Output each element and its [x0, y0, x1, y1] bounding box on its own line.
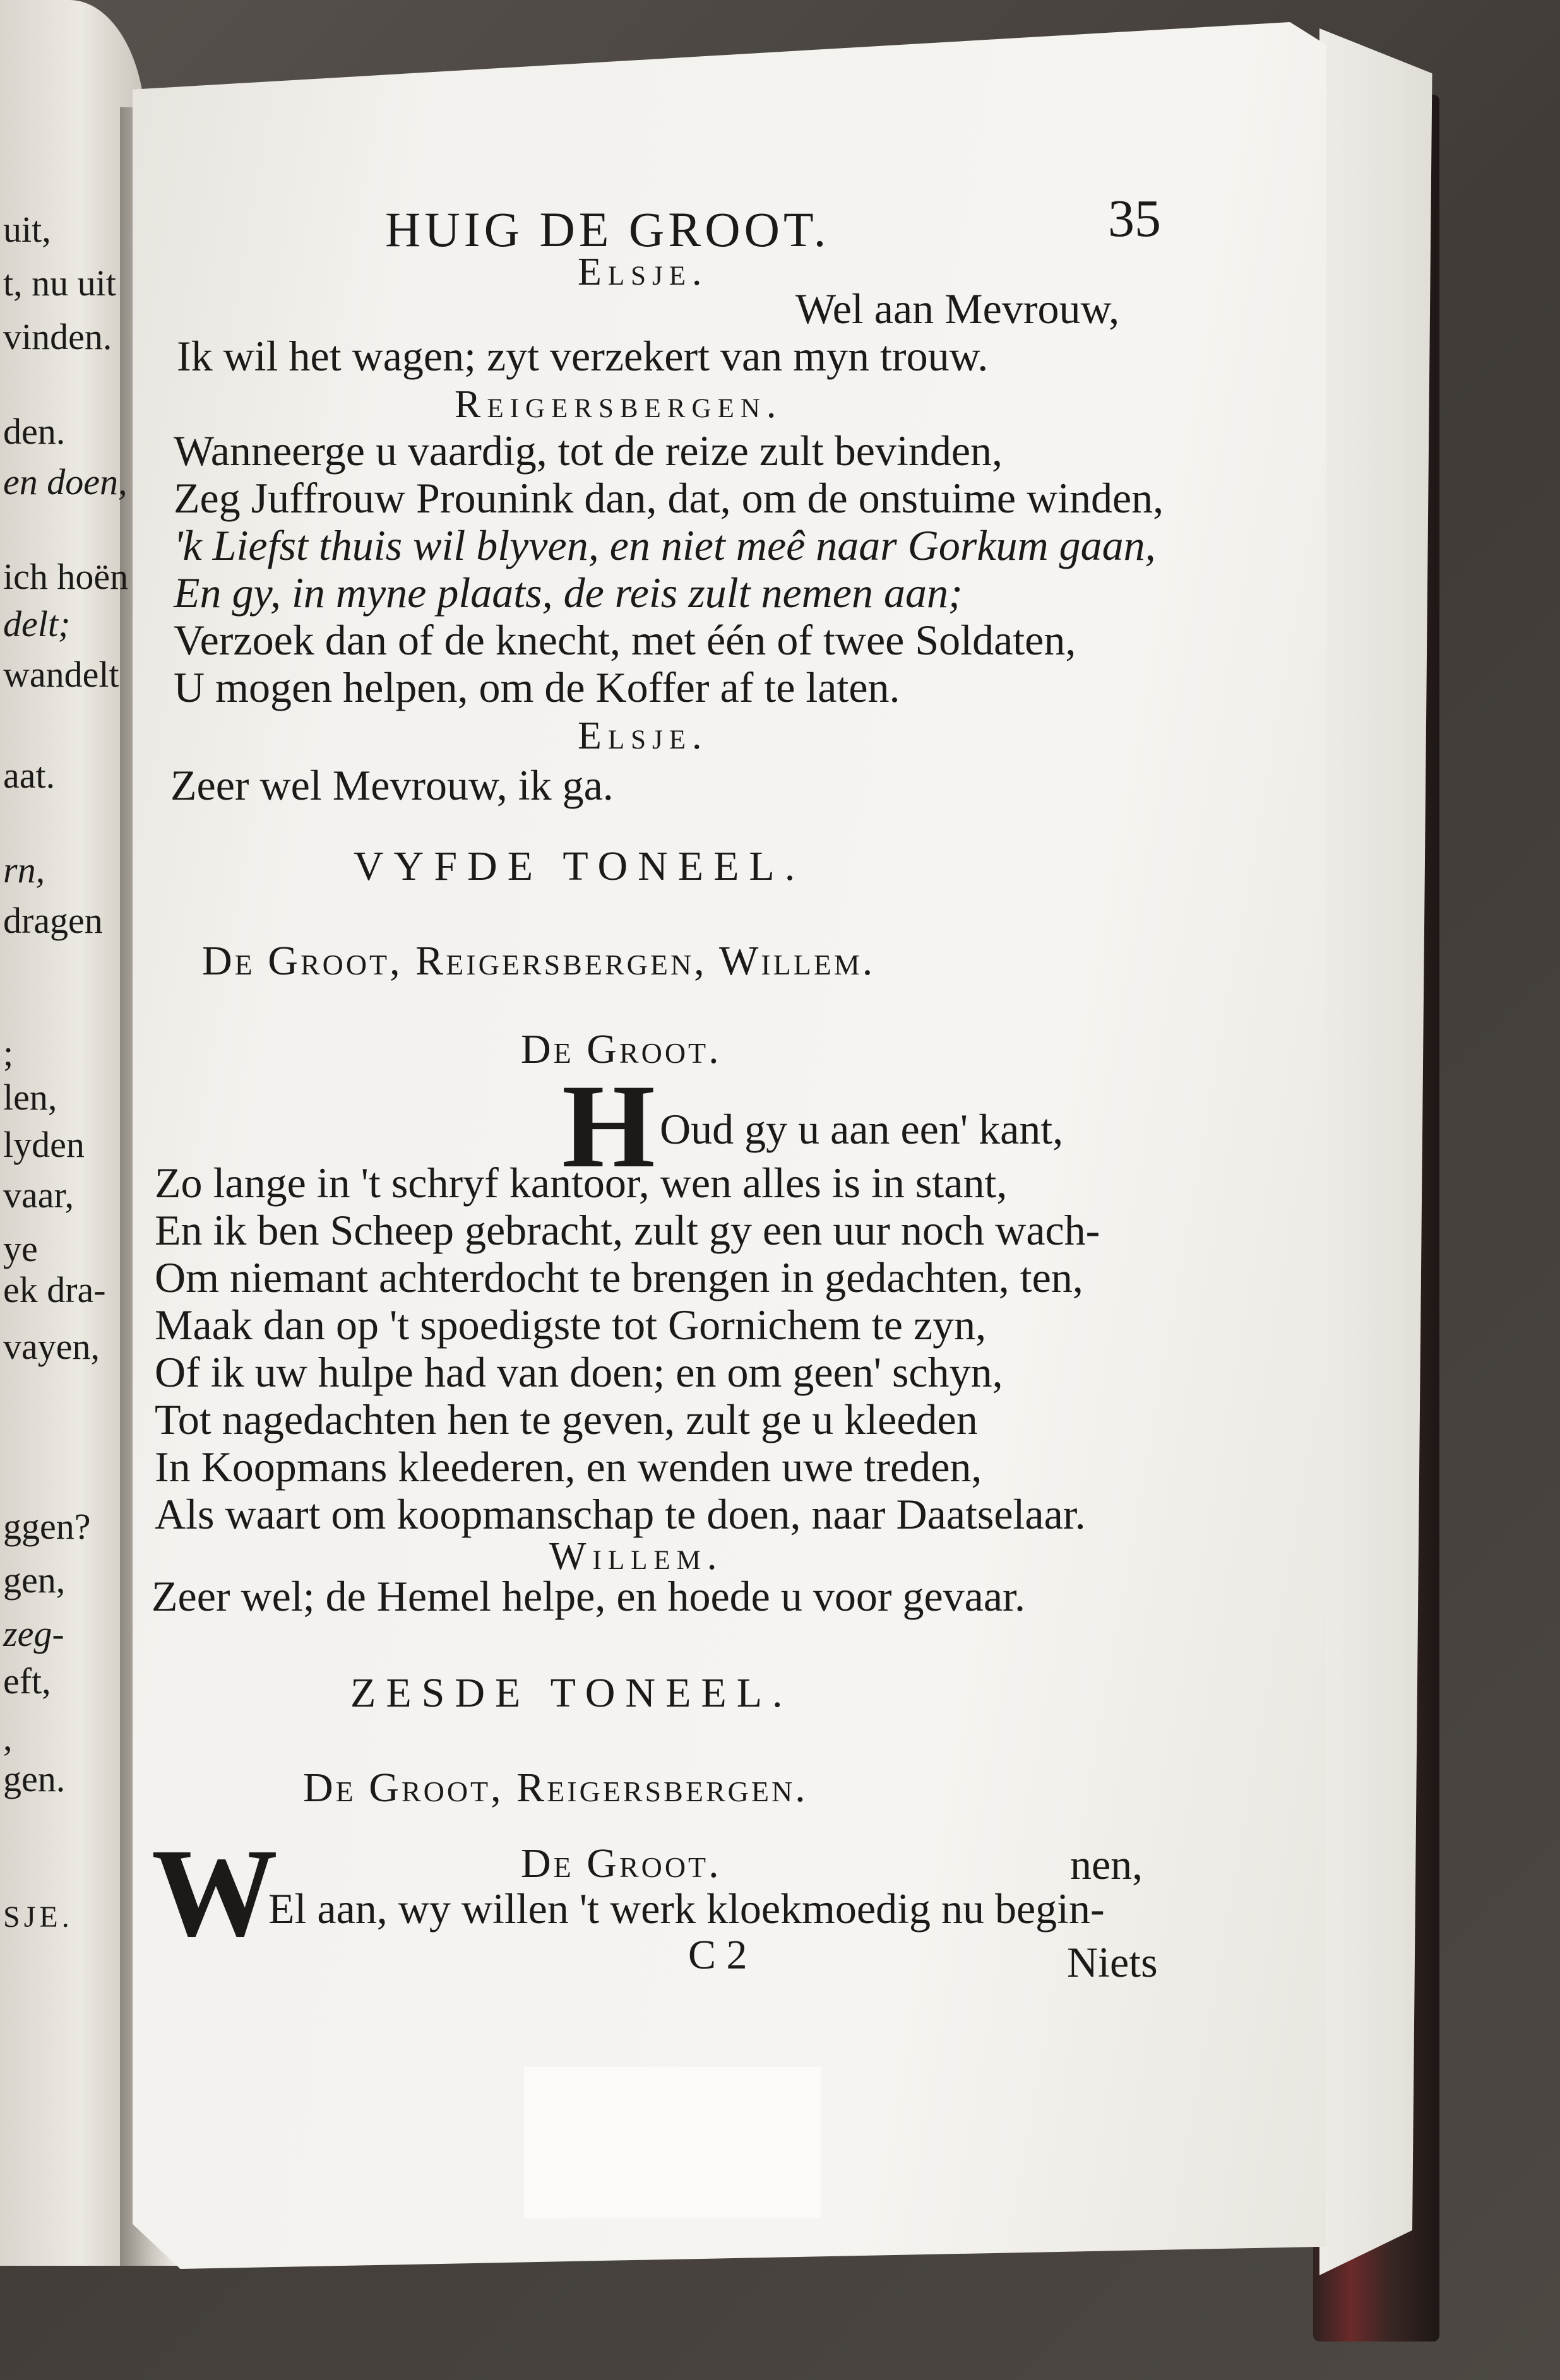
margin-line: en doen,	[3, 461, 128, 502]
scene-heading: ZESDE TONEEL.	[350, 1670, 793, 1716]
scene-heading: VYFDE TONEEL.	[354, 843, 806, 889]
verse-line: Tot nagedachten hen te geven, zult ge u kleeden	[155, 1395, 978, 1443]
verse-line: Of ik uw hulpe had van doen; en om geen' schyn,	[155, 1348, 1003, 1396]
margin-line: ,	[3, 1717, 13, 1758]
verse-turnover: nen,	[1070, 1840, 1143, 1888]
speaker-elsje: Elsje.	[578, 251, 708, 293]
margin-line: len,	[3, 1077, 57, 1118]
drop-capital: H	[562, 1060, 655, 1193]
verse-line: Maak dan op 't spoedigste tot Gornichem te zyn,	[155, 1301, 987, 1349]
margin-line: den.	[3, 411, 66, 452]
running-head-title: HUIG DE GROOT.	[385, 202, 830, 257]
verse-line: U mogen helpen, om de Koffer af te laten.	[174, 663, 900, 711]
margin-line: rn,	[3, 850, 45, 891]
verse-line: Verzoek dan of de knecht, met één of twee Soldaten,	[174, 616, 1076, 664]
margin-line: aat.	[3, 755, 56, 796]
margin-line: ich hoën	[3, 556, 129, 597]
speaker-elsje: Elsje.	[578, 714, 708, 757]
speaker-willem: Willem.	[549, 1535, 723, 1578]
margin-line: zeg-	[3, 1613, 64, 1654]
margin-line: vayen,	[3, 1326, 100, 1367]
verse-line: El aan, wy willen 't werk kloekmoedig nu begin-	[268, 1885, 1105, 1933]
verse-line: Zeer wel; de Hemel helpe, en hoede u voor gevaar.	[152, 1572, 1025, 1620]
margin-line: uit,	[3, 209, 51, 250]
margin-line: ye	[3, 1228, 38, 1269]
margin-line: lyden	[3, 1124, 85, 1165]
margin-line: gen.	[3, 1758, 66, 1799]
verse-line: Wel aan Mevrouw,	[795, 285, 1120, 333]
verse-line: Als waart om koopmanschap te doen, naar Daatselaar.	[155, 1490, 1086, 1538]
verse-line: Oud gy u aan een' kant,	[660, 1105, 1064, 1153]
margin-line: ggen?	[3, 1506, 91, 1547]
verse-line: Zeg Juffrouw Prounink dan, dat, om de onstuime winden,	[174, 474, 1164, 522]
verse-line: Om niemant achterdocht te brengen in gedachten, ten,	[155, 1253, 1083, 1301]
verse-line: Zo lange in 't schryf kantoor, wen alles is in stant,	[155, 1159, 1008, 1207]
margin-line: wandelt	[3, 654, 119, 695]
drop-capital: W	[152, 1823, 278, 1963]
catchword: Niets	[1067, 1938, 1158, 1986]
verse-line: Ik wil het wagen; zyt verzekert van myn trouw.	[177, 332, 989, 380]
verse-line: Zeer wel Mevrouw, ik ga.	[170, 761, 614, 809]
signature-mark: C 2	[688, 1932, 747, 1978]
margin-line: t, nu uit	[3, 263, 116, 304]
paper-patch	[524, 2067, 821, 2218]
scene-cast: De Groot, Reigersbergen.	[303, 1765, 808, 1811]
margin-line: delt;	[3, 603, 71, 644]
margin-line: SJE.	[3, 1900, 73, 1934]
verse-line: In Koopmans kleederen, en wenden uwe treden,	[155, 1443, 982, 1491]
speaker-reigersbergen: Reigersbergen.	[455, 383, 783, 426]
margin-line: ek dra-	[3, 1269, 106, 1310]
margin-line: vinden.	[3, 316, 112, 357]
margin-line: dragen	[3, 900, 103, 941]
verse-line: En ik ben Scheep gebracht, zult gy een uur noch wach-	[155, 1206, 1100, 1254]
speaker-de-groot: De Groot.	[521, 1840, 722, 1886]
page-number: 35	[1108, 189, 1161, 248]
verse-line: En gy, in myne plaats, de reis zult nemen aan;	[174, 569, 963, 617]
verse-line: 'k Liefst thuis wil blyven, en niet meê naar Gorkum gaan,	[174, 521, 1156, 569]
speaker-de-groot: De Groot.	[521, 1026, 722, 1072]
margin-line: vaar,	[3, 1175, 74, 1216]
scene-cast: De Groot, Reigersbergen, Willem.	[202, 938, 876, 984]
margin-line: gen,	[3, 1560, 66, 1601]
margin-line: ;	[3, 1033, 14, 1074]
margin-line: eft,	[3, 1661, 51, 1702]
verse-line: Wanneerge u vaardig, tot de reize zult bevinden,	[174, 427, 1003, 475]
